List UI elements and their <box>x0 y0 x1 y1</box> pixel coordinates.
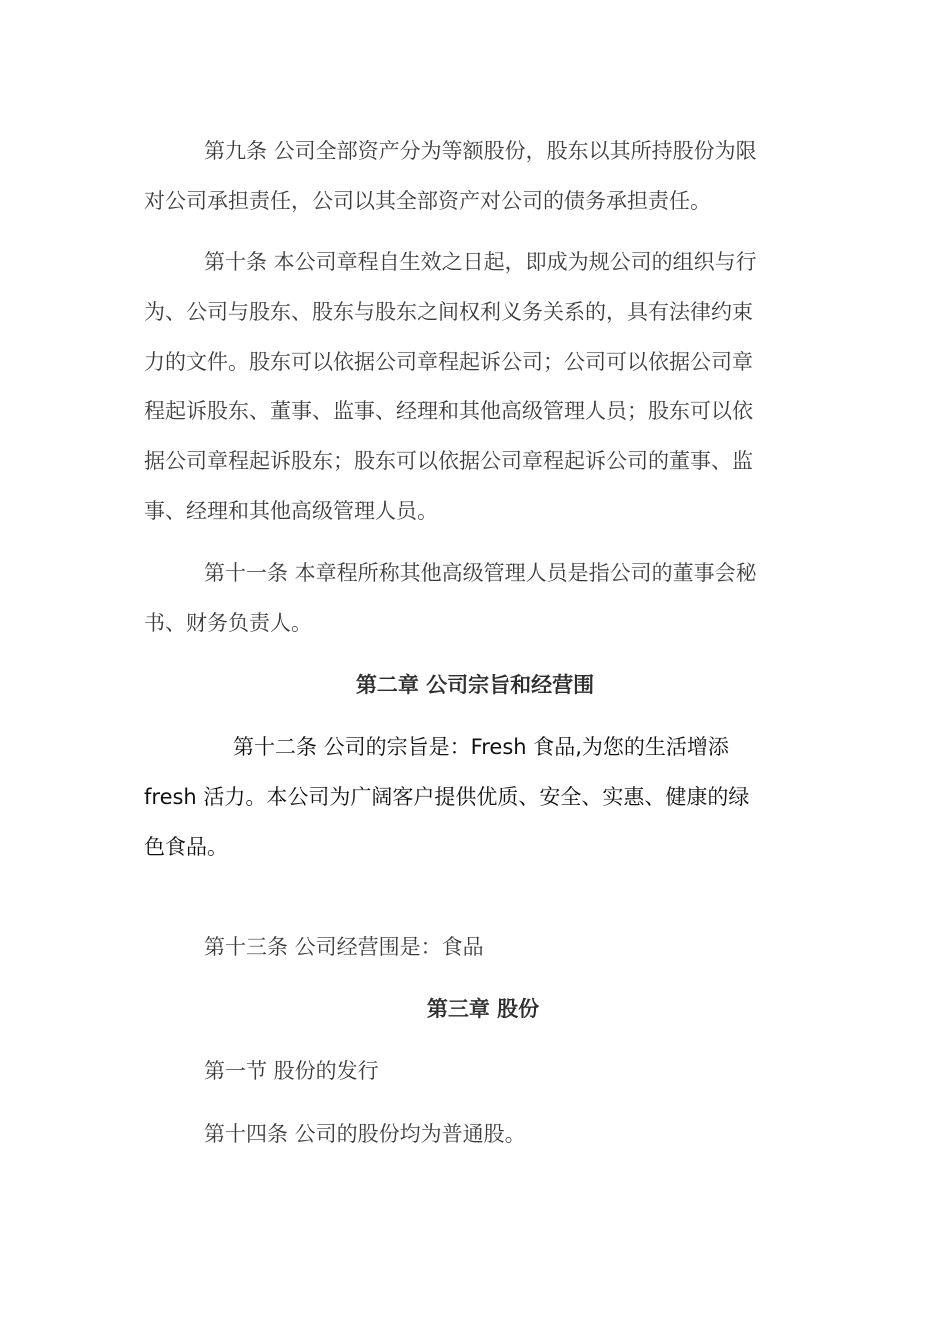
chapter-3-heading: 第三章 股份 <box>426 997 540 1021</box>
chapter-2-heading: 第二章 公司宗旨和经营围 <box>355 673 595 697</box>
article-14: 第十四条 公司的股份均为普通股。 <box>204 1122 526 1146</box>
article-9-line-2: 对公司承担责任，公司以其全部资产对公司的债务承担责任。 <box>144 189 711 213</box>
article-11-line-2: 书、财务负责人。 <box>144 611 312 635</box>
article-9-line-1: 第九条 公司全部资产分为等额股份，股东以其所持股份为限 <box>204 139 757 163</box>
article-12-line-3: 色食品。 <box>144 835 228 859</box>
article-12-line-1: 第十二条 公司的宗旨是：Fresh 食品,为您的生活增添 <box>233 735 729 759</box>
article-10-line-3: 力的文件。股东可以依据公司章程起诉公司；公司可以依据公司章 <box>144 350 753 374</box>
article-12-line-2: fresh 活力。本公司为广阔客户提供优质、安全、实惠、健康的绿 <box>144 785 750 809</box>
article-10-line-2: 为、公司与股东、股东与股东之间权利义务关系的，具有法律约束 <box>144 300 753 324</box>
article-13: 第十三条 公司经营围是：食品 <box>204 935 484 959</box>
article-10-line-1: 第十条 本公司章程自生效之日起，即成为规公司的组织与行 <box>204 250 757 274</box>
article-10-line-5: 据公司章程起诉股东；股东可以依据公司章程起诉公司的董事、监 <box>144 449 753 473</box>
section-1-title: 第一节 股份的发行 <box>204 1059 379 1083</box>
article-10-line-6: 事、经理和其他高级管理人员。 <box>144 499 438 523</box>
article-10-line-4: 程起诉股东、董事、监事、经理和其他高级管理人员；股东可以依 <box>144 399 753 423</box>
article-11-line-1: 第十一条 本章程所称其他高级管理人员是指公司的董事会秘 <box>204 561 757 585</box>
